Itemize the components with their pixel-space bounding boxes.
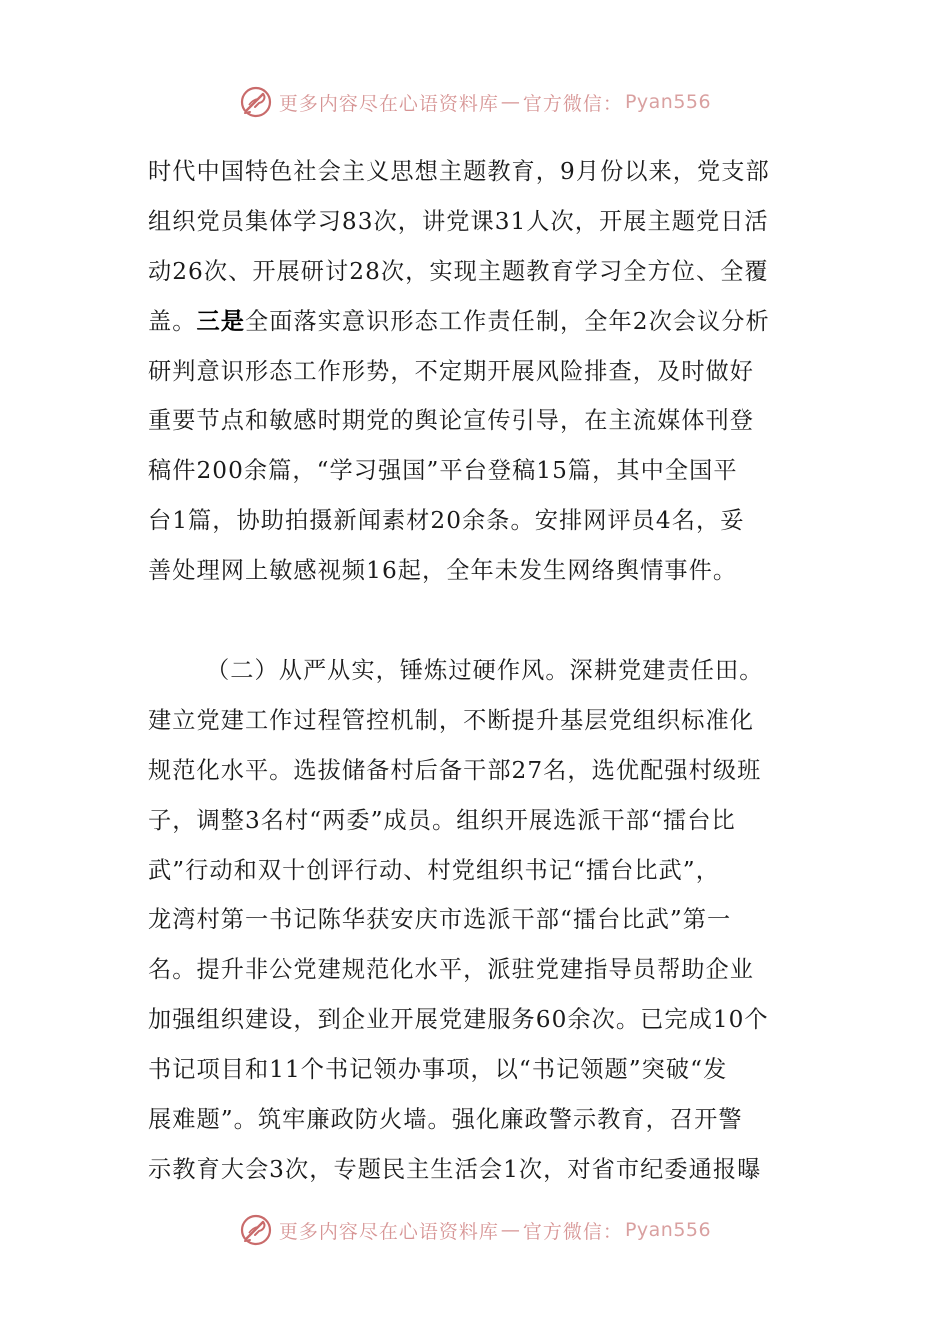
text-line: 示教育大会3次，专题民主生活会1次，对省市纪委通报曝 bbox=[148, 1155, 762, 1183]
text-line: 名。提升非公党建规范化水平，派驻党建指导员帮助企业 bbox=[148, 956, 754, 984]
paragraph-2 bbox=[148, 646, 808, 1195]
watermark-wechat-id: Pyan556 bbox=[624, 1219, 712, 1241]
watermark-separator: — bbox=[500, 1219, 521, 1241]
watermark-wechat-id: Pyan556 bbox=[624, 91, 712, 113]
header-watermark bbox=[0, 82, 950, 122]
document-body bbox=[148, 147, 808, 1195]
text-line bbox=[148, 646, 808, 696]
watermark-brand: 更多内容尽在心语资料库 bbox=[278, 1220, 499, 1243]
bold-marker: 三是 bbox=[196, 307, 245, 335]
text-line: 加强组织建设，到企业开展党建服务60余次。已完成10个 bbox=[148, 1006, 769, 1034]
text-line: 武”行动和双十创评行动、村党组织书记“擂台比武”， bbox=[148, 856, 720, 884]
text-span: 全面落实意识形态工作责任制，全年2次会议分析 bbox=[244, 307, 770, 335]
text-span: 盖。 bbox=[148, 307, 197, 335]
text-line: 时代中国特色社会主义思想主题教育，9月份以来，党支部 bbox=[148, 158, 770, 185]
text-line: 动26次、开展研讨28次，实现主题教育学习全方位、全覆 bbox=[148, 257, 769, 285]
paragraph-gap bbox=[148, 596, 808, 646]
text-span: （二）从严从实，锤炼过硬作风。深耕党建责任田。 bbox=[206, 657, 764, 685]
text-line: 组织党员集体学习83次，讲党课31人次，开展主题党日活 bbox=[148, 207, 769, 235]
watermark-wechat-label: 官方微信： bbox=[522, 92, 623, 115]
text-line: 龙湾村第一书记陈华获安庆市选派干部“擂台比武”第一 bbox=[148, 906, 732, 934]
text-line: 规范化水平。选拔储备村后备干部27名，选优配强村级班 bbox=[148, 756, 762, 784]
paragraph-1 bbox=[148, 147, 808, 596]
watermark-separator: — bbox=[500, 91, 521, 113]
text-line: 子，调整3名村“两委”成员。组织开展选派干部“擂台比 bbox=[148, 806, 736, 834]
text-line: 建立党建工作过程管控机制，不断提升基层党组织标准化 bbox=[148, 706, 754, 734]
text-line: 稿件200余篇，“学习强国”平台登稿15篇，其中全国平 bbox=[148, 457, 738, 485]
text-line: 研判意识形态工作形势，不定期开展风险排查，及时做好 bbox=[148, 357, 754, 385]
watermark-wechat-label: 官方微信： bbox=[522, 1220, 623, 1243]
text-line bbox=[148, 297, 808, 347]
text-line: 台1篇，协助拍摄新闻素材20余条。安排网评员4名，妥 bbox=[148, 507, 745, 535]
quill-logo-icon bbox=[239, 1213, 273, 1247]
watermark-brand: 更多内容尽在心语资料库 bbox=[278, 92, 499, 115]
footer-watermark bbox=[0, 1210, 950, 1250]
quill-logo-icon bbox=[239, 85, 273, 119]
text-line: 展难题”。筑牢廉政防火墙。强化廉政警示教育，召开警 bbox=[148, 1106, 743, 1134]
text-line: 书记项目和11个书记领办事项，以“书记领题”突破“发 bbox=[148, 1056, 728, 1084]
text-line: 重要节点和敏感时期党的舆论宣传引导，在主流媒体刊登 bbox=[148, 407, 754, 435]
text-line: 善处理网上敏感视频16起，全年未发生网络舆情事件。 bbox=[148, 557, 738, 585]
